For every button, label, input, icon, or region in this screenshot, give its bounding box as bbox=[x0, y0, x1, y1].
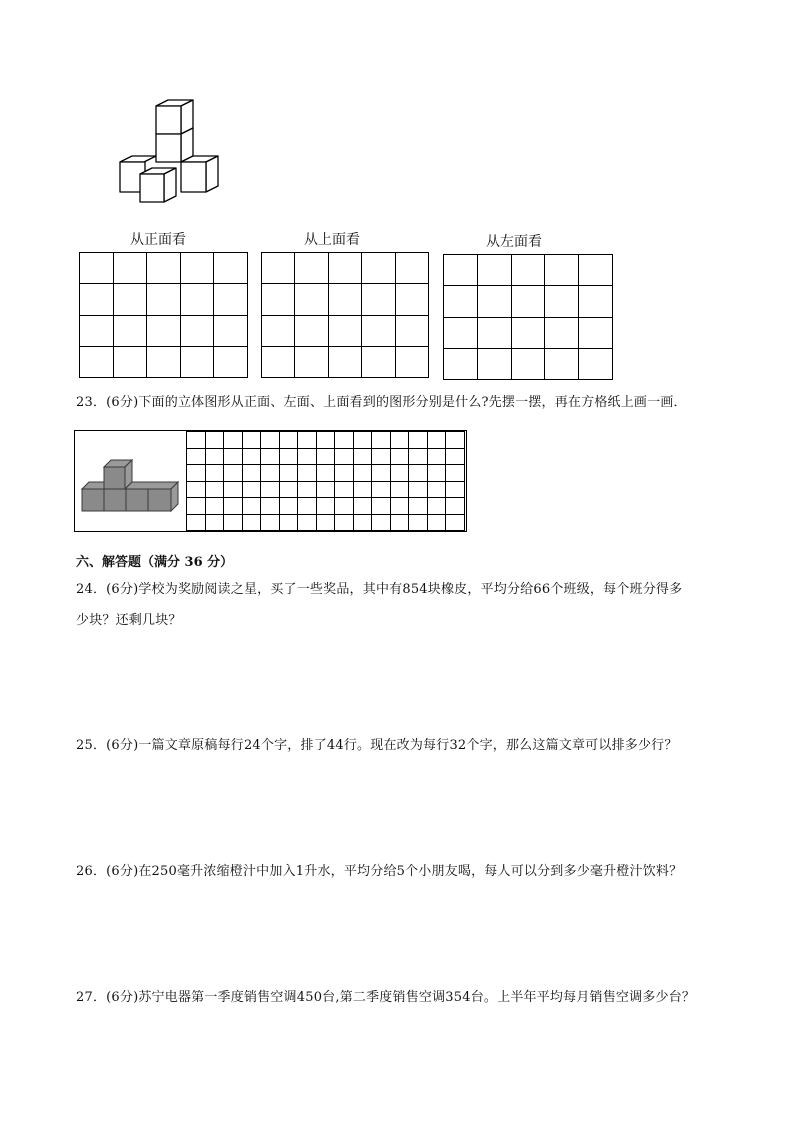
grid-cell[interactable] bbox=[395, 346, 428, 377]
grid-cell[interactable] bbox=[446, 465, 465, 482]
question-27: 27．(6分)苏宁电器第一季度销售空调450台,第二季度销售空调354台。上半年平均每月销售空调多少台？ bbox=[76, 990, 696, 1005]
q23-drawing-grid[interactable] bbox=[186, 431, 465, 531]
grid-cell[interactable] bbox=[80, 284, 114, 315]
grid-cell[interactable] bbox=[205, 498, 224, 515]
question-23: 23．(6分)下面的立体图形从正面、左面、上面看到的图形分别是什么?先摆一摆，再在方格纸上画一画． bbox=[76, 395, 687, 410]
grid-cell[interactable] bbox=[242, 465, 261, 482]
grid-cell[interactable] bbox=[390, 465, 409, 482]
grid-cell[interactable] bbox=[353, 448, 372, 465]
grid-cell[interactable] bbox=[390, 481, 409, 498]
grid-cell[interactable] bbox=[409, 481, 428, 498]
grid-cell[interactable] bbox=[372, 481, 391, 498]
grid-cell[interactable] bbox=[113, 315, 147, 346]
grid-cell[interactable] bbox=[187, 514, 206, 531]
grid-cell[interactable] bbox=[353, 514, 372, 531]
grid-cell[interactable] bbox=[545, 286, 579, 317]
grid-cell[interactable] bbox=[372, 432, 391, 449]
grid-cell[interactable] bbox=[205, 432, 224, 449]
grid-cell[interactable] bbox=[113, 346, 147, 377]
grid-cell[interactable] bbox=[295, 253, 328, 284]
grid-cell[interactable] bbox=[295, 284, 328, 315]
grid-cell[interactable] bbox=[224, 465, 243, 482]
grid-cell[interactable] bbox=[427, 514, 446, 531]
grid-cell[interactable] bbox=[113, 284, 147, 315]
grid-cell[interactable] bbox=[427, 498, 446, 515]
grid-cell[interactable] bbox=[362, 284, 395, 315]
grid-cell[interactable] bbox=[298, 465, 317, 482]
grid-cell[interactable] bbox=[446, 432, 465, 449]
grid-top-view[interactable] bbox=[261, 252, 429, 378]
grid-cell[interactable] bbox=[214, 284, 248, 315]
grid-cell[interactable] bbox=[409, 432, 428, 449]
grid-cell[interactable] bbox=[316, 448, 335, 465]
grid-cell[interactable] bbox=[579, 348, 613, 379]
grid-cell[interactable] bbox=[444, 255, 478, 286]
grid-cell[interactable] bbox=[511, 348, 545, 379]
grid-cell[interactable] bbox=[242, 498, 261, 515]
grid-cell[interactable] bbox=[298, 498, 317, 515]
grid-cell[interactable] bbox=[511, 317, 545, 348]
grid-cell[interactable] bbox=[298, 481, 317, 498]
grid-cell[interactable] bbox=[446, 498, 465, 515]
grid-cell[interactable] bbox=[511, 255, 545, 286]
grid-cell[interactable] bbox=[372, 498, 391, 515]
grid-cell[interactable] bbox=[242, 514, 261, 531]
grid-cell[interactable] bbox=[113, 253, 147, 284]
grid-cell[interactable] bbox=[205, 465, 224, 482]
grid-cell[interactable] bbox=[444, 348, 478, 379]
grid-cell[interactable] bbox=[262, 253, 295, 284]
grid-cell[interactable] bbox=[390, 498, 409, 515]
grid-cell[interactable] bbox=[335, 432, 354, 449]
grid-cell[interactable] bbox=[298, 432, 317, 449]
grid-cell[interactable] bbox=[395, 253, 428, 284]
grid-cell[interactable] bbox=[242, 432, 261, 449]
grid-cell[interactable] bbox=[262, 346, 295, 377]
grid-cell[interactable] bbox=[409, 448, 428, 465]
grid-cell[interactable] bbox=[80, 253, 114, 284]
grid-cell[interactable] bbox=[409, 498, 428, 515]
grid-cell[interactable] bbox=[390, 514, 409, 531]
grid-cell[interactable] bbox=[205, 448, 224, 465]
grid-cell[interactable] bbox=[262, 315, 295, 346]
grid-cell[interactable] bbox=[261, 514, 280, 531]
grid-cell[interactable] bbox=[316, 498, 335, 515]
grid-cell[interactable] bbox=[279, 465, 298, 482]
grid-cell[interactable] bbox=[427, 465, 446, 482]
grid-cell[interactable] bbox=[214, 315, 248, 346]
grid-cell[interactable] bbox=[353, 481, 372, 498]
grid-cell[interactable] bbox=[180, 346, 214, 377]
grid-cell[interactable] bbox=[335, 498, 354, 515]
grid-cell[interactable] bbox=[224, 498, 243, 515]
grid-cell[interactable] bbox=[545, 255, 579, 286]
grid-cell[interactable] bbox=[545, 348, 579, 379]
grid-cell[interactable] bbox=[427, 448, 446, 465]
grid-cell[interactable] bbox=[372, 514, 391, 531]
grey-cube-shape bbox=[78, 455, 182, 517]
grid-cell[interactable] bbox=[298, 514, 317, 531]
question-24-line-2: 少块？还剩几块？ bbox=[76, 613, 182, 628]
grid-cell[interactable] bbox=[579, 286, 613, 317]
question-24-line-1: 24．(6分)学校为奖励阅读之星，买了一些奖品，其中有854块橡皮，平均分给66个班级，每个班分得多 bbox=[76, 582, 683, 597]
grid-cell[interactable] bbox=[328, 346, 361, 377]
grid-cell[interactable] bbox=[427, 481, 446, 498]
grid-cell[interactable] bbox=[316, 514, 335, 531]
grid-cell[interactable] bbox=[328, 284, 361, 315]
grid-cell[interactable] bbox=[477, 286, 511, 317]
grid-cell[interactable] bbox=[390, 448, 409, 465]
grid-cell[interactable] bbox=[205, 481, 224, 498]
grid-cell[interactable] bbox=[180, 284, 214, 315]
grid-cell[interactable] bbox=[390, 432, 409, 449]
grid-cell[interactable] bbox=[262, 284, 295, 315]
grid-cell[interactable] bbox=[279, 514, 298, 531]
grid-cell[interactable] bbox=[187, 481, 206, 498]
grid-cell[interactable] bbox=[353, 498, 372, 515]
grid-cell[interactable] bbox=[353, 465, 372, 482]
grid-cell[interactable] bbox=[395, 284, 428, 315]
view-label-top: 从上面看 bbox=[304, 232, 360, 248]
grid-cell[interactable] bbox=[477, 317, 511, 348]
grid-cell[interactable] bbox=[409, 465, 428, 482]
grid-cell[interactable] bbox=[444, 317, 478, 348]
grid-cell[interactable] bbox=[579, 317, 613, 348]
question-25: 25．(6分)一篇文章原稿每行24个字，排了44行。现在改为每行32个字，那么这篇文章可以排多少行？ bbox=[76, 738, 678, 753]
grid-cell[interactable] bbox=[316, 432, 335, 449]
grid-cell[interactable] bbox=[242, 448, 261, 465]
grid-cell[interactable] bbox=[511, 286, 545, 317]
grid-cell[interactable] bbox=[187, 448, 206, 465]
grid-cell[interactable] bbox=[335, 448, 354, 465]
grid-cell[interactable] bbox=[180, 315, 214, 346]
grid-cell[interactable] bbox=[147, 284, 181, 315]
grid-cell[interactable] bbox=[224, 514, 243, 531]
grid-cell[interactable] bbox=[446, 514, 465, 531]
grid-cell[interactable] bbox=[261, 465, 280, 482]
grid-cell[interactable] bbox=[372, 448, 391, 465]
grid-cell[interactable] bbox=[579, 255, 613, 286]
grid-cell[interactable] bbox=[279, 432, 298, 449]
question-26: 26．(6分)在250毫升浓缩橙汁中加入1升水，平均分给5个小朋友喝，每人可以分到多少毫升橙汁饮料？ bbox=[76, 864, 683, 879]
grid-cell[interactable] bbox=[409, 514, 428, 531]
grid-cell[interactable] bbox=[214, 253, 248, 284]
grid-cell[interactable] bbox=[147, 253, 181, 284]
grid-cell[interactable] bbox=[446, 481, 465, 498]
grid-cell[interactable] bbox=[261, 432, 280, 449]
grid-cell[interactable] bbox=[298, 448, 317, 465]
grid-cell[interactable] bbox=[147, 346, 181, 377]
grid-cell[interactable] bbox=[335, 465, 354, 482]
grid-cell[interactable] bbox=[187, 498, 206, 515]
grid-cell[interactable] bbox=[224, 448, 243, 465]
grid-cell[interactable] bbox=[353, 432, 372, 449]
grid-cell[interactable] bbox=[316, 481, 335, 498]
grid-cell[interactable] bbox=[80, 315, 114, 346]
grid-cell[interactable] bbox=[295, 346, 328, 377]
grid-cell[interactable] bbox=[545, 317, 579, 348]
grid-cell[interactable] bbox=[224, 432, 243, 449]
view-label-front: 从正面看 bbox=[130, 232, 186, 248]
grid-cell[interactable] bbox=[279, 481, 298, 498]
grid-cell[interactable] bbox=[316, 465, 335, 482]
grid-cell[interactable] bbox=[328, 253, 361, 284]
grid-cell[interactable] bbox=[180, 253, 214, 284]
grid-cell[interactable] bbox=[214, 346, 248, 377]
grid-cell[interactable] bbox=[279, 498, 298, 515]
grid-cell[interactable] bbox=[362, 253, 395, 284]
grid-cell[interactable] bbox=[446, 448, 465, 465]
grid-left-view[interactable] bbox=[443, 254, 613, 380]
grid-cell[interactable] bbox=[242, 481, 261, 498]
grid-cell[interactable] bbox=[147, 315, 181, 346]
grid-cell[interactable] bbox=[427, 432, 446, 449]
grid-cell[interactable] bbox=[395, 315, 428, 346]
grid-cell[interactable] bbox=[80, 346, 114, 377]
grid-cell[interactable] bbox=[362, 346, 395, 377]
grid-cell[interactable] bbox=[261, 498, 280, 515]
section-6-title: 六、解答题（满分 36 分） bbox=[76, 555, 234, 570]
grid-cell[interactable] bbox=[477, 255, 511, 286]
grid-cell[interactable] bbox=[335, 481, 354, 498]
grid-cell[interactable] bbox=[261, 481, 280, 498]
grid-cell[interactable] bbox=[279, 448, 298, 465]
grid-cell[interactable] bbox=[205, 514, 224, 531]
grid-cell[interactable] bbox=[328, 315, 361, 346]
grid-cell[interactable] bbox=[224, 481, 243, 498]
grid-front-view[interactable] bbox=[79, 252, 248, 378]
view-label-left: 从左面看 bbox=[486, 234, 542, 250]
cube-stack-figure bbox=[112, 96, 224, 204]
grid-cell[interactable] bbox=[362, 315, 395, 346]
grid-cell[interactable] bbox=[335, 514, 354, 531]
grid-cell[interactable] bbox=[187, 432, 206, 449]
grid-cell[interactable] bbox=[187, 465, 206, 482]
grid-cell[interactable] bbox=[477, 348, 511, 379]
grid-cell[interactable] bbox=[295, 315, 328, 346]
grid-cell[interactable] bbox=[372, 465, 391, 482]
grid-cell[interactable] bbox=[261, 448, 280, 465]
grid-cell[interactable] bbox=[444, 286, 478, 317]
